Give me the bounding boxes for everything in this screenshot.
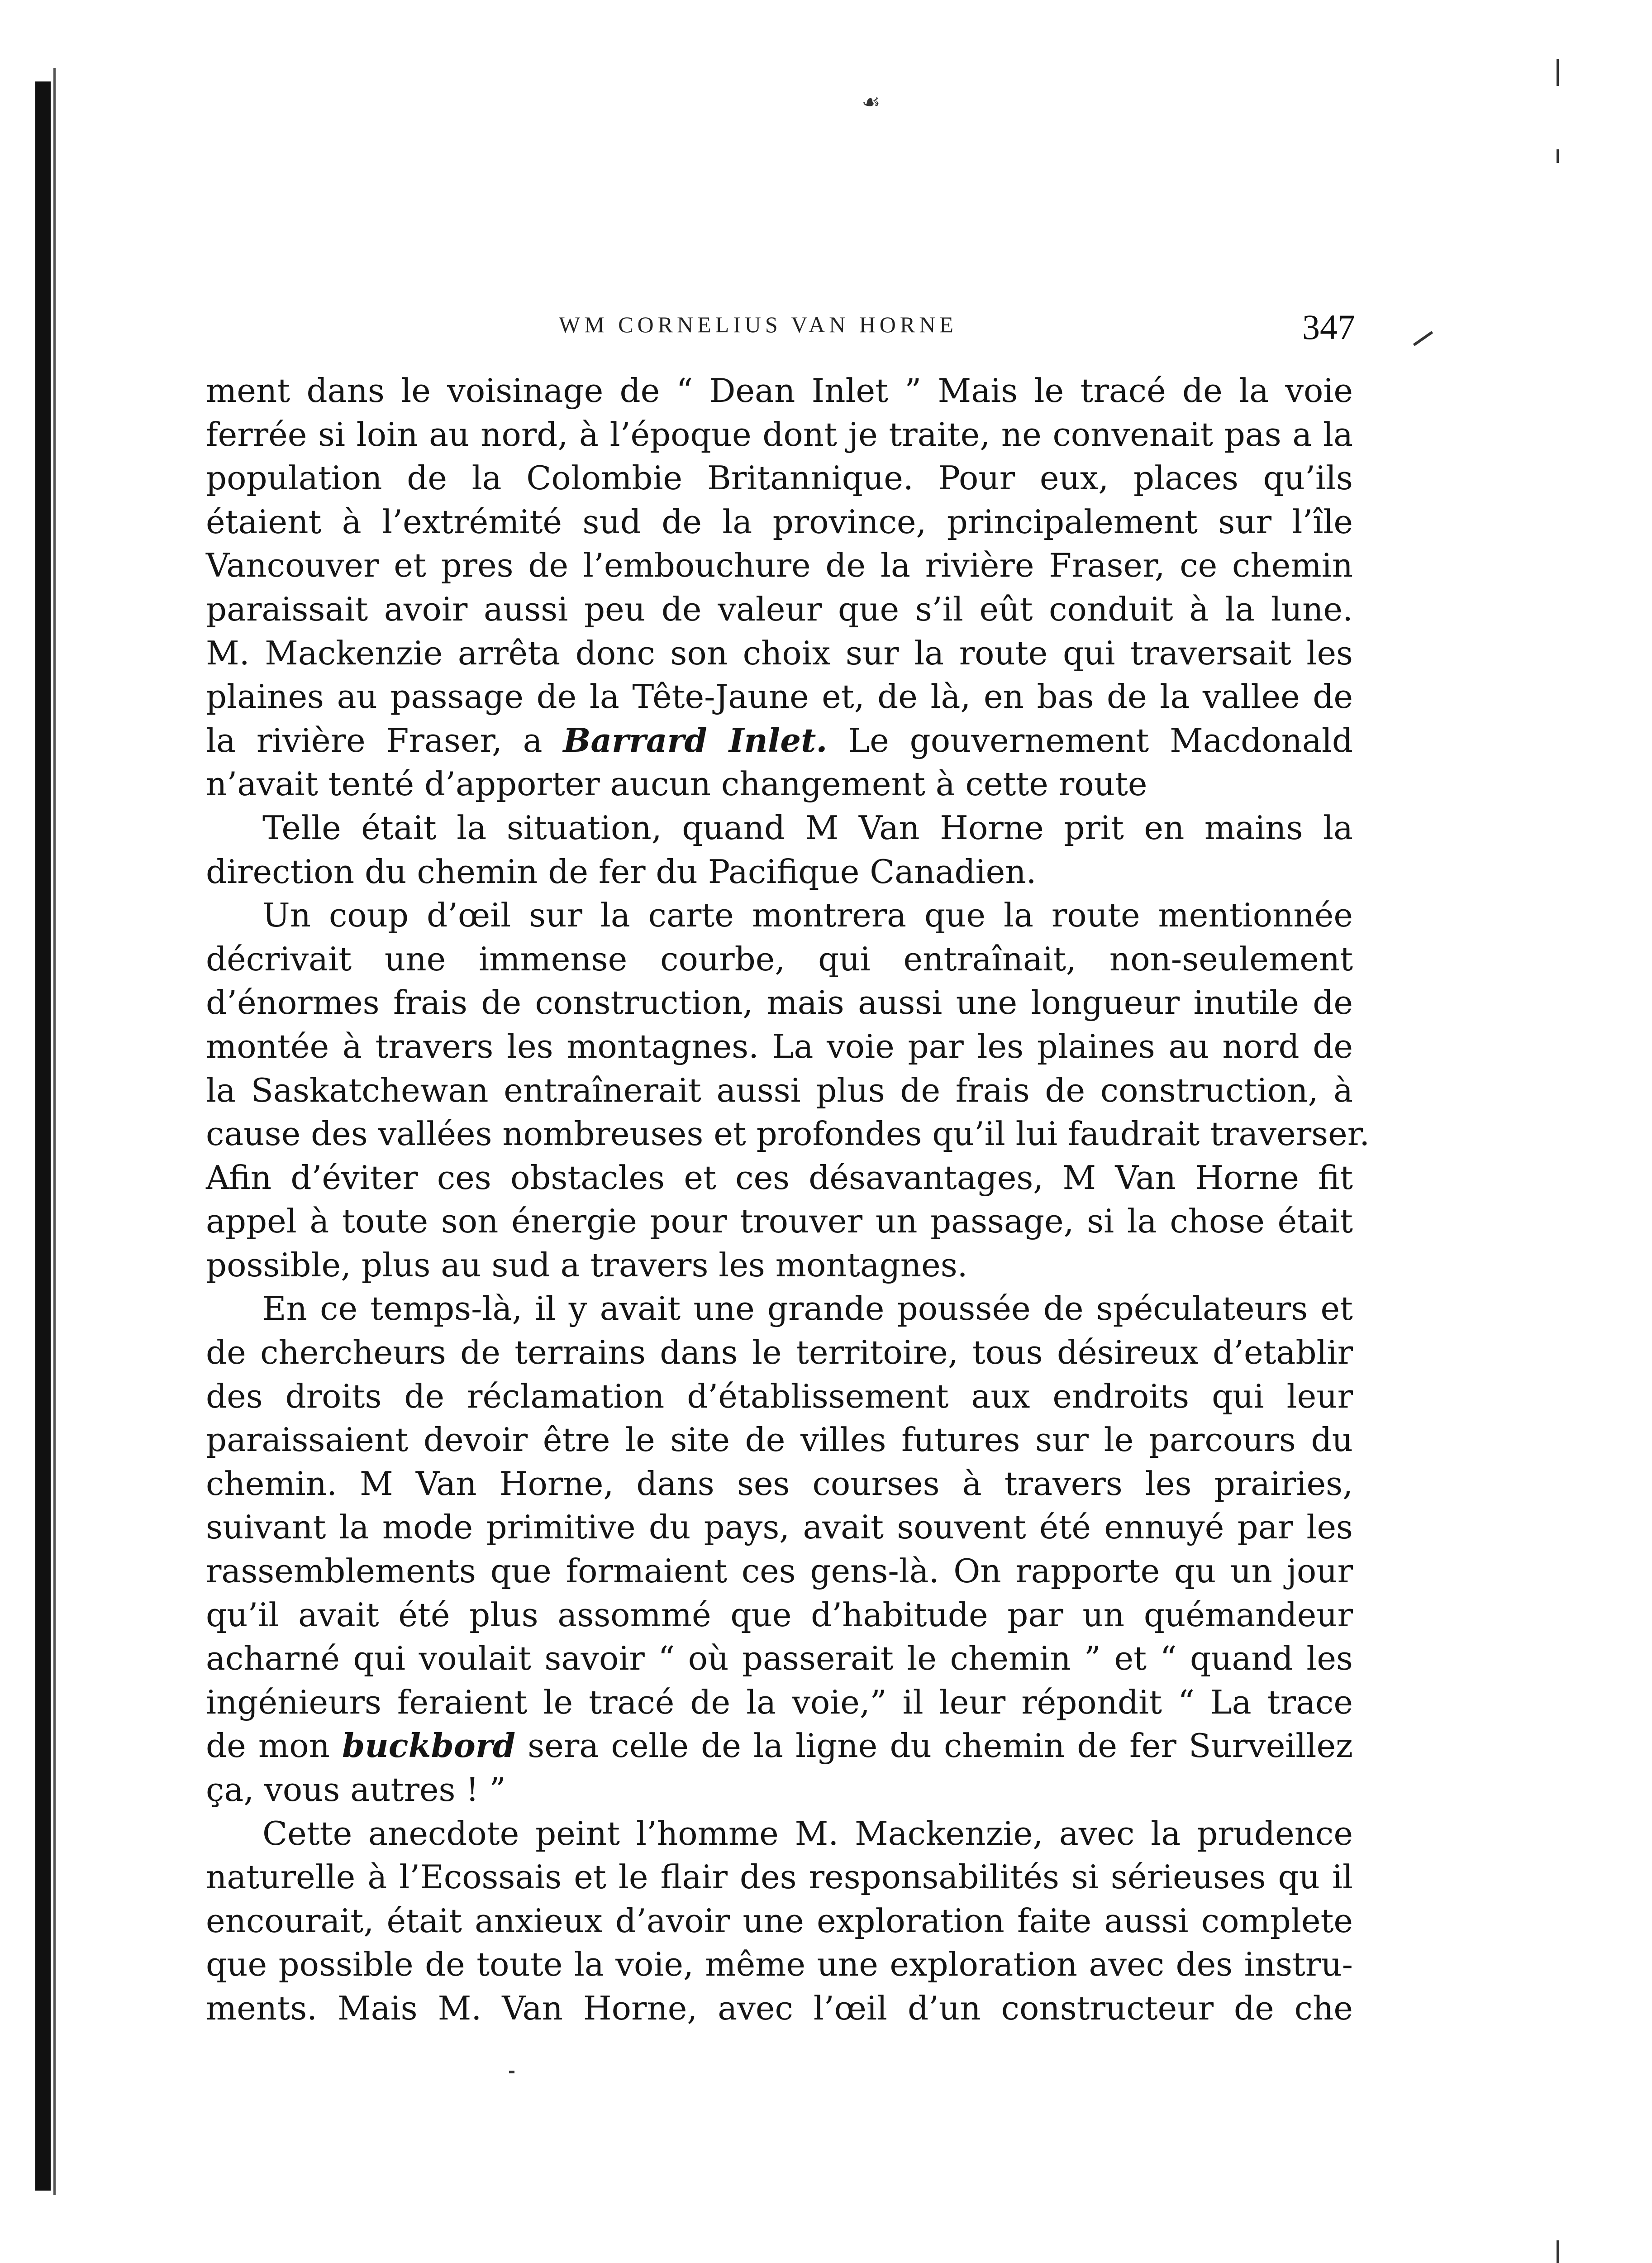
text-line: ingénieurs feraient le tracé de la voie,” il leur répondit “ La trace (206, 1683, 1353, 1721)
running-head: WM CORNELIUS VAN HORNE (559, 312, 957, 337)
text-segment: sera celle de la ligne du chemin de fer Surveillez (515, 1727, 1353, 1765)
page-binding-edge (35, 81, 51, 2191)
text-line: Vancouver et pres de l’embouchure de la rivière Fraser, ce chemin (206, 546, 1353, 585)
text-line: n’avait tenté d’apporter aucun changement à cette route (206, 765, 1147, 803)
text-line: de chercheurs de terrains dans le territoire, tous désireux d’etablir (206, 1333, 1353, 1372)
text-line: M. Mackenzie arrêta donc son choix sur la route qui traversait les (206, 634, 1353, 672)
margin-speck (1557, 149, 1559, 163)
text-line: direction du chemin de fer du Pacifique Canadien. (206, 852, 1037, 891)
text-line: ment dans le voisinage de “ Dean Inlet ” Mais le tracé de la voie (206, 372, 1353, 410)
text-line: plaines au passage de la Tête-Jaune et, de là, en bas de la vallee de (206, 678, 1353, 716)
text-line: naturelle à l’Ecossais et le flair des responsabilités si sérieuses qu il (206, 1858, 1353, 1896)
text-line: ferrée si loin au nord, à l’époque dont je traite, ne convenait pas a la (206, 415, 1353, 454)
text-line: ça, vous autres ! ” (206, 1771, 506, 1809)
text-line: Cette anecdote peint l’homme M. Mackenzie, avec la prudence (262, 1814, 1353, 1852)
text-line: ments. Mais M. Van Horne, avec l’œil d’un constructeur de che (206, 1989, 1353, 2027)
text-segment: de mon (206, 1727, 343, 1765)
text-line: possible, plus au sud a travers les montagnes. (206, 1246, 968, 1284)
text-line: paraissait avoir aussi peu de valeur que s’il eût conduit à la lune. (206, 590, 1353, 628)
page-binding-shadow (53, 68, 56, 2195)
text-line: étaient à l’extrémité sud de la province, principalement sur l’île (206, 502, 1353, 541)
text-line: cause des vallées nombreuses et profondes qu’il lui faudrait traverser. (206, 1115, 1370, 1153)
text-segment: la rivière Fraser, a (206, 721, 563, 759)
margin-speck (1557, 59, 1559, 86)
text-line: Afin d’éviter ces obstacles et ces désavantages, M Van Horne fit (206, 1158, 1353, 1197)
text-line: acharné qui voulait savoir “ où passerait le chemin ” et “ quand les (206, 1639, 1353, 1678)
text-line: d’énormes frais de construction, mais aussi une longueur inutile de (206, 983, 1353, 1022)
margin-mark (1413, 331, 1433, 346)
text-line: population de la Colombie Britannique. Pour eux, places qu’ils (206, 459, 1353, 497)
text-line: la Saskatchewan entraînerait aussi plus de frais de construction, à (206, 1071, 1353, 1109)
text-line: rassemblements que formaient ces gens-là. On rapporte qu un jour (206, 1552, 1353, 1590)
page-number: 347 (1302, 307, 1355, 347)
text-line: qu’il avait été plus assommé que d’habitude par un quémandeur (206, 1595, 1353, 1634)
text-line: que possible de toute la voie, même une exploration avec des instru- (206, 1945, 1353, 1984)
text-line: montée à travers les montagnes. La voie par les plaines au nord de (206, 1027, 1353, 1065)
text-line: décrivait une immense courbe, qui entraînait, non-seulement (206, 940, 1353, 978)
page-speck (509, 2071, 514, 2073)
text-line: suivant la mode primitive du pays, avait souvent été ennuyé par les (206, 1508, 1353, 1547)
emphasized-term: Barrard Inlet. (563, 721, 828, 759)
text-line: Un coup d’œil sur la carte montrera que la route mentionnée (262, 896, 1353, 935)
text-line: appel à toute son énergie pour trouver un passage, si la chose était (206, 1202, 1353, 1241)
page-header (206, 307, 1355, 357)
body-text (206, 369, 1370, 2030)
text-segment: Le gouvernement Macdonald (827, 721, 1353, 759)
text-line: encourait, était anxieux d’avoir une exploration faite aussi complete (206, 1901, 1353, 1940)
text-line: Telle était la situation, quand M Van Horne prit en mains la (262, 808, 1353, 847)
text-line (206, 719, 1353, 763)
text-line (206, 1724, 1353, 1768)
text-line: chemin. M Van Horne, dans ses courses à travers les prairies, (206, 1464, 1353, 1503)
emphasized-term: buckbord (342, 1726, 516, 1765)
printer-ornament: ☙ (862, 90, 881, 114)
text-line: paraissaient devoir être le site de villes futures sur le parcours du (206, 1421, 1353, 1459)
margin-speck (1557, 2240, 1559, 2263)
text-line: En ce temps-là, il y avait une grande poussée de spéculateurs et (262, 1289, 1353, 1328)
text-line: des droits de réclamation d’établissement aux endroits qui leur (206, 1377, 1353, 1415)
